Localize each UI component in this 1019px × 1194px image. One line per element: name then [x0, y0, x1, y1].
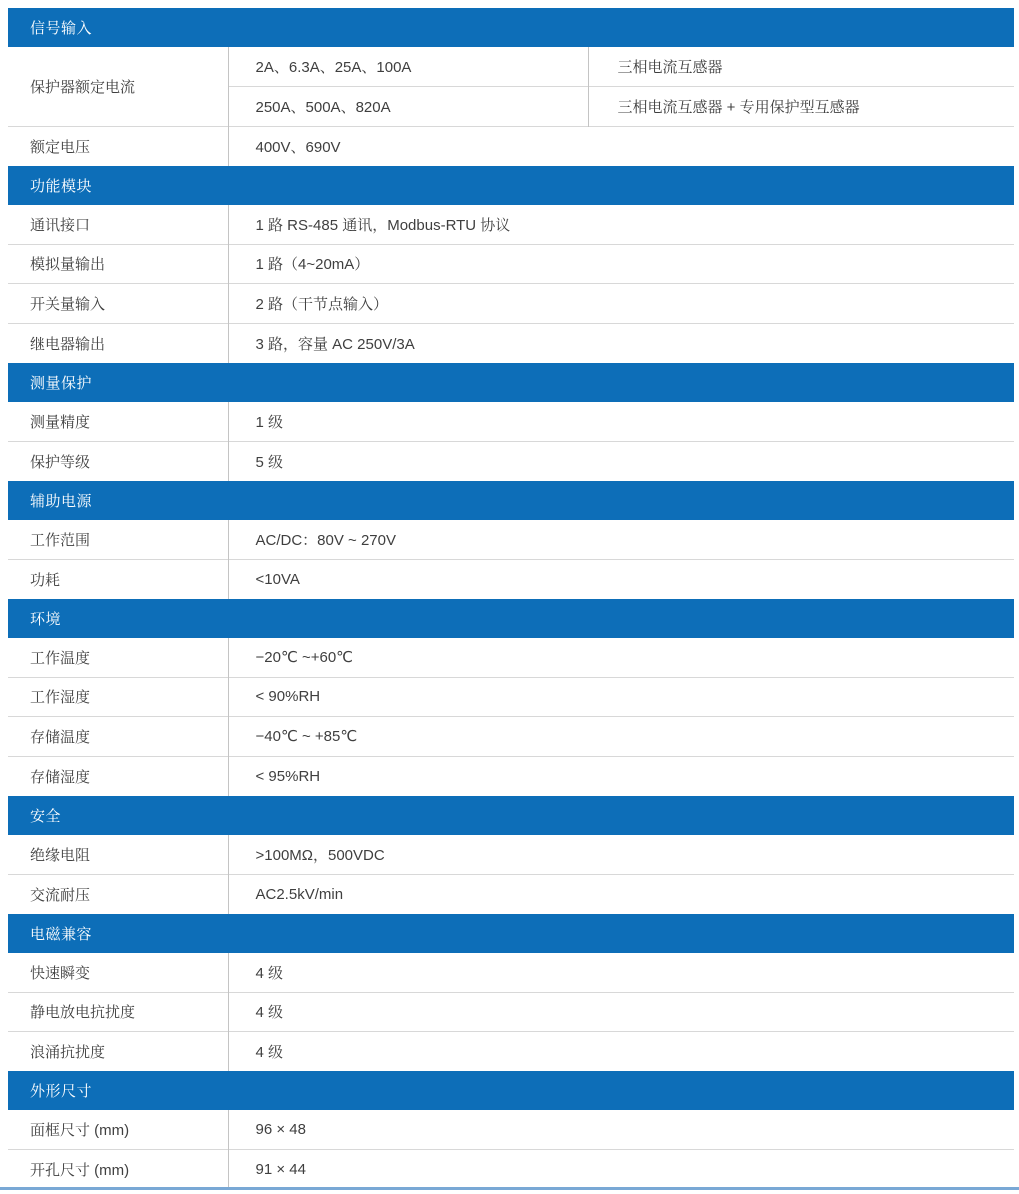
- section-header-title: 环境: [8, 599, 1014, 638]
- table-row: [8, 677, 1014, 717]
- row-label: 快速瞬变: [8, 953, 228, 993]
- section-header-title: 信号输入: [8, 8, 1014, 47]
- row-label: 存储温度: [8, 717, 228, 757]
- section-header-row: [8, 166, 1014, 205]
- row-value: AC2.5kV/min: [228, 874, 1014, 914]
- table-row: [8, 402, 1014, 442]
- table-row: [8, 638, 1014, 678]
- row-value: < 95%RH: [228, 756, 1014, 796]
- row-value: 1 级: [228, 402, 1014, 442]
- section-header-title: 功能模块: [8, 166, 1014, 205]
- row-label: 测量精度: [8, 402, 228, 442]
- table-row: [8, 1110, 1014, 1150]
- bottom-accent-line: [0, 1187, 1019, 1190]
- row-value: < 90%RH: [228, 677, 1014, 717]
- table-row: [8, 1150, 1014, 1190]
- section-header-row: [8, 599, 1014, 638]
- row-label: 工作湿度: [8, 677, 228, 717]
- row-label: 额定电压: [8, 126, 228, 166]
- row-label: 静电放电抗扰度: [8, 992, 228, 1032]
- section-header-title: 安全: [8, 796, 1014, 835]
- table-row: [8, 126, 1014, 166]
- row-value: 91 × 44: [228, 1150, 1014, 1190]
- row-value: 1 路 RS-485 通讯，Modbus-RTU 协议: [228, 205, 1014, 245]
- table-row: [8, 756, 1014, 796]
- row-value: 5 级: [228, 441, 1014, 481]
- section-header-title: 辅助电源: [8, 481, 1014, 520]
- row-value: 4 级: [228, 953, 1014, 993]
- row-value: <10VA: [228, 559, 1014, 599]
- row-label: 面框尺寸 (mm): [8, 1110, 228, 1150]
- row-label: 开孔尺寸 (mm): [8, 1150, 228, 1190]
- section-header-title: 测量保护: [8, 363, 1014, 402]
- section-header-row: [8, 363, 1014, 402]
- table-row: [8, 874, 1014, 914]
- table-row: [8, 441, 1014, 481]
- section-header-title: 外形尺寸: [8, 1071, 1014, 1110]
- table-row: [8, 835, 1014, 875]
- row-label: 模拟量输出: [8, 244, 228, 284]
- row-note: 三相电流互感器 + 专用保护型互感器: [588, 87, 1014, 127]
- table-row: [8, 559, 1014, 599]
- section-header-row: [8, 914, 1014, 953]
- row-label: 功耗: [8, 559, 228, 599]
- section-header-title: 电磁兼容: [8, 914, 1014, 953]
- row-value: 2 路（干节点输入）: [228, 284, 1014, 324]
- row-value: −40℃ ~ +85℃: [228, 717, 1014, 757]
- table-row: [8, 1032, 1014, 1072]
- section-header-row: [8, 8, 1014, 47]
- row-note: 三相电流互感器: [588, 47, 1014, 87]
- row-value: >100MΩ，500VDC: [228, 835, 1014, 875]
- table-row: [8, 520, 1014, 560]
- row-label: 存储湿度: [8, 756, 228, 796]
- spec-table-body: [8, 8, 1014, 1189]
- table-row: [8, 244, 1014, 284]
- row-value: −20℃ ~+60℃: [228, 638, 1014, 678]
- row-label: 绝缘电阻: [8, 835, 228, 875]
- table-row: [8, 717, 1014, 757]
- row-value: 250A、500A、820A: [228, 87, 588, 127]
- row-label: 工作范围: [8, 520, 228, 560]
- row-value: 4 级: [228, 1032, 1014, 1072]
- row-value: AC/DC：80V ~ 270V: [228, 520, 1014, 560]
- row-label: 浪涌抗扰度: [8, 1032, 228, 1072]
- row-label: 保护器额定电流: [8, 47, 228, 126]
- row-value: 1 路（4~20mA）: [228, 244, 1014, 284]
- row-value: 4 级: [228, 992, 1014, 1032]
- row-value: 96 × 48: [228, 1110, 1014, 1150]
- section-header-row: [8, 1071, 1014, 1110]
- table-row: [8, 284, 1014, 324]
- row-value: 2A、6.3A、25A、100A: [228, 47, 588, 87]
- table-row: [8, 992, 1014, 1032]
- table-row: [8, 953, 1014, 993]
- row-label: 保护等级: [8, 441, 228, 481]
- table-row: [8, 47, 1014, 87]
- row-label: 交流耐压: [8, 874, 228, 914]
- spec-table: [8, 8, 1014, 1189]
- section-header-row: [8, 796, 1014, 835]
- row-label: 继电器输出: [8, 323, 228, 363]
- row-label: 开关量输入: [8, 284, 228, 324]
- row-value: 400V、690V: [228, 126, 1014, 166]
- table-row: [8, 323, 1014, 363]
- row-label: 工作温度: [8, 638, 228, 678]
- row-label: 通讯接口: [8, 205, 228, 245]
- table-row: [8, 205, 1014, 245]
- row-value: 3 路，容量 AC 250V/3A: [228, 323, 1014, 363]
- section-header-row: [8, 481, 1014, 520]
